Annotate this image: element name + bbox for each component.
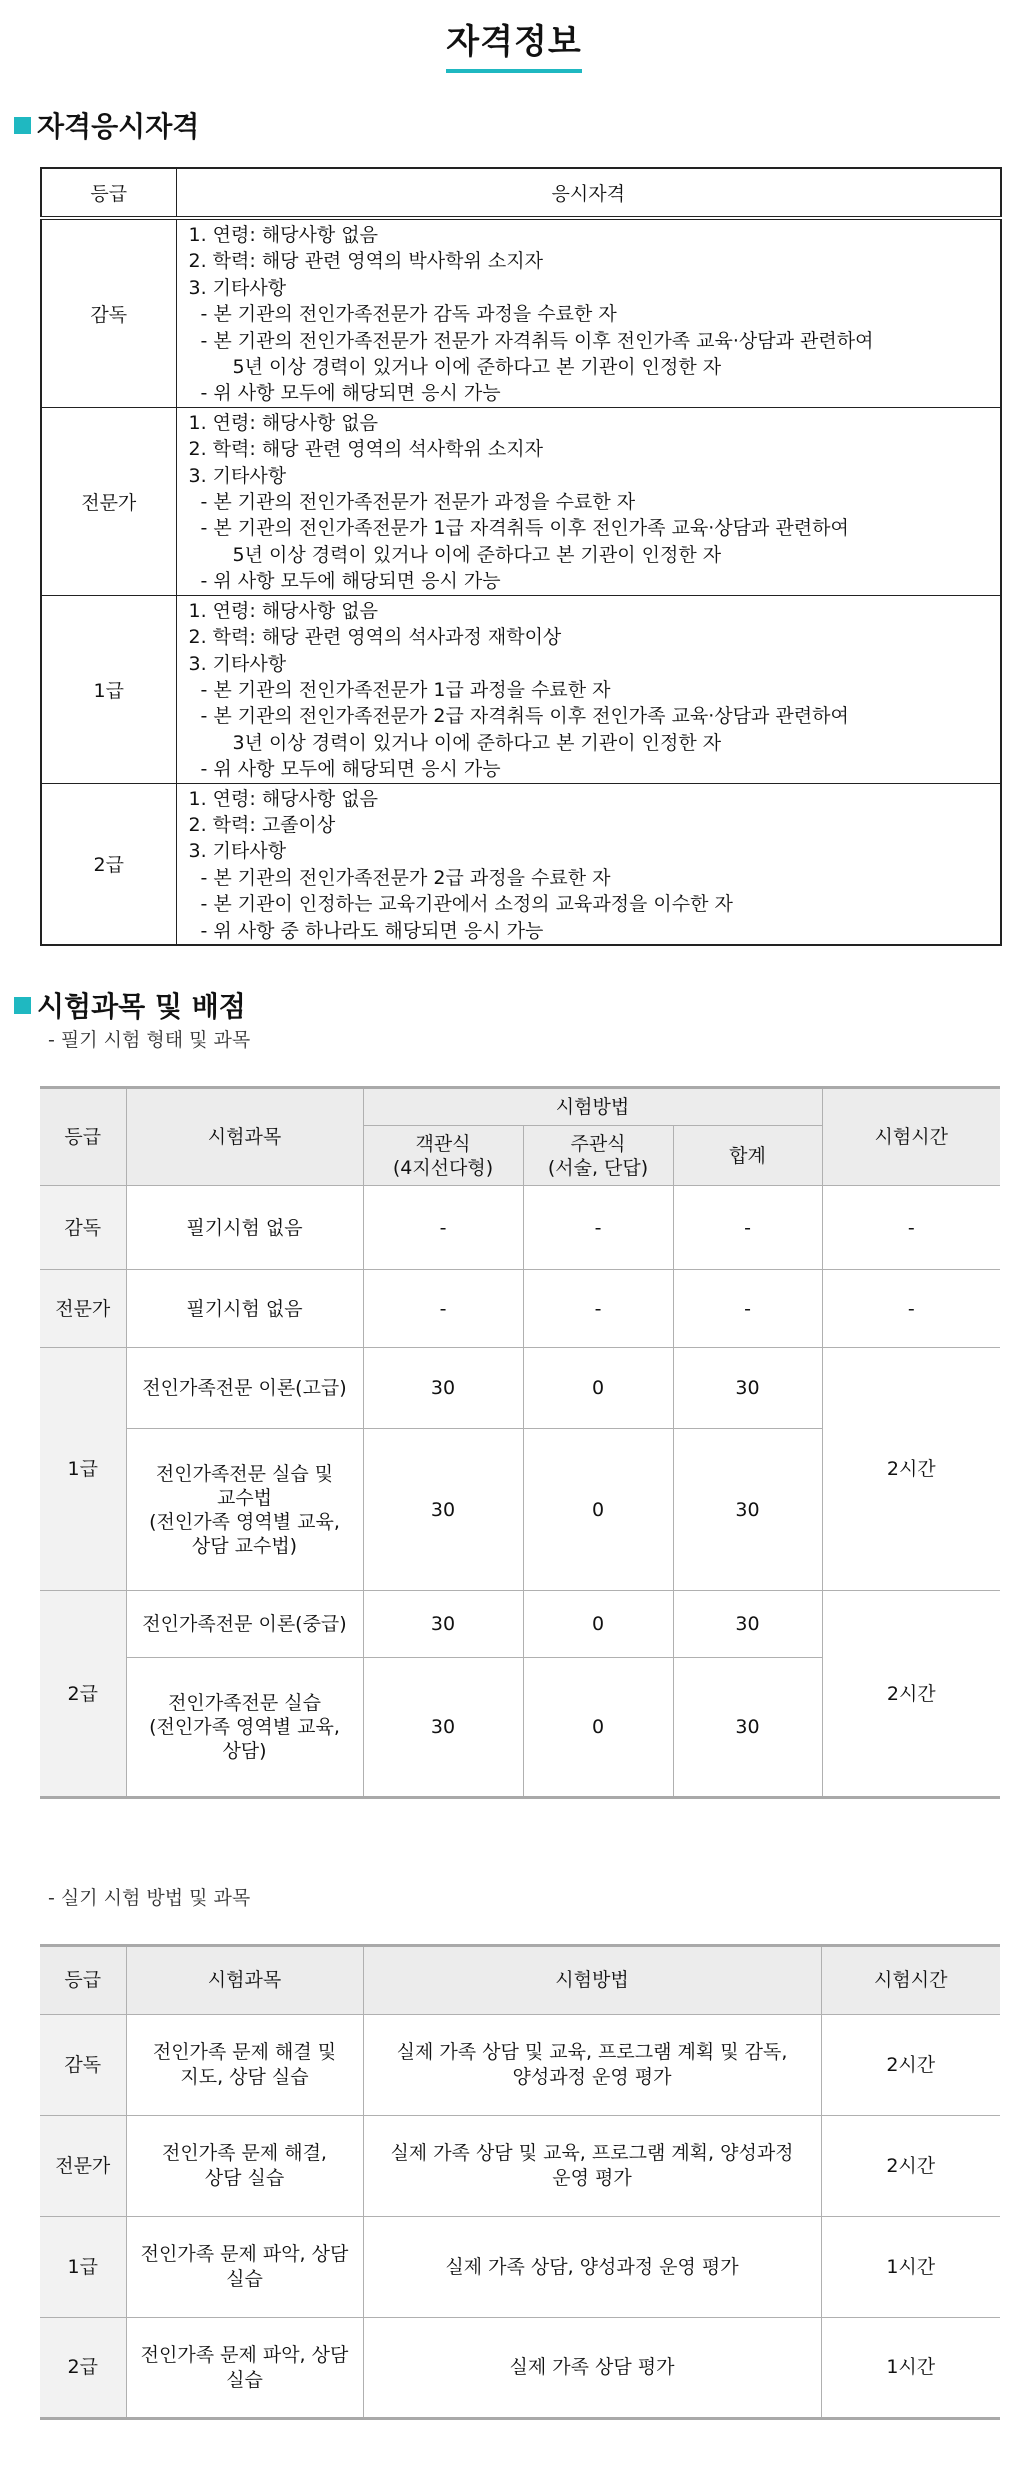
exam-heading-text: 시험과목 및 배점: [37, 990, 246, 1023]
qualification-row: [41, 595, 1001, 783]
requirement-line: - 본 기관의 전인가족전문가 2급 과정을 수료한 자: [200, 866, 611, 889]
qualification-heading-text: 자격응시자격: [37, 110, 200, 143]
header-subject: 시험과목: [126, 1088, 363, 1186]
practical-caption: - 실기 시험 방법 및 과목: [48, 1887, 251, 1909]
practical-row: [40, 2015, 1000, 2116]
qualification-body: [41, 218, 1001, 945]
requirement-line: - 위 사항 모두에 해당되면 응시 가능: [200, 758, 501, 781]
practical-method: 실제 가족 상담 및 교육, 프로그램 계획 및 감독, 양성과정 운영 평가: [363, 2015, 821, 2116]
page-title-wrap: [0, 14, 1028, 73]
qualification-table: [40, 167, 1002, 946]
written-total: 30: [673, 1348, 822, 1429]
written-total: -: [673, 1270, 822, 1348]
written-grade: 감독: [40, 1186, 126, 1270]
header-subject: 시험과목: [126, 1946, 363, 2015]
requirement-line: 5년 이상 경력이 있거나 이에 준하다고 본 기관이 인정한 자: [232, 543, 722, 566]
requirement-line: 3. 기타사항: [188, 840, 287, 863]
written-subject: 전인가족전문 이론(중급): [126, 1591, 363, 1658]
requirement-line: 3. 기타사항: [188, 276, 287, 299]
header-subjective: [523, 1126, 673, 1186]
header-objective: [363, 1126, 523, 1186]
written-grade: 전문가: [40, 1270, 126, 1348]
practical-time: 2시간: [821, 2116, 1000, 2217]
practical-row: [40, 2318, 1000, 2419]
practical-time: 1시간: [821, 2217, 1000, 2318]
practical-exam-table: [40, 1944, 1000, 2420]
practical-grade: 전문가: [40, 2116, 126, 2217]
practical-subject: 전인가족 문제 해결, 상담 실습: [126, 2116, 363, 2217]
written-grade: 2급: [40, 1591, 126, 1798]
written-objective: 30: [363, 1348, 523, 1429]
requirement-line: 1. 연령: 해당사항 없음: [188, 787, 378, 810]
requirement-line: - 본 기관의 전인가족전문가 전문가 과정을 수료한 자: [200, 491, 636, 514]
practical-method: 실제 가족 상담 평가: [363, 2318, 821, 2419]
written-objective: -: [363, 1186, 523, 1270]
written-row: [40, 1591, 1000, 1658]
qualification-row: [41, 218, 1001, 407]
written-subjective: 0: [523, 1348, 673, 1429]
requirement-line: 3년 이상 경력이 있거나 이에 준하다고 본 기관이 인정한 자: [232, 731, 722, 754]
requirement-line: - 본 기관의 전인가족전문가 1급 자격취득 이후 전인가족 교육·상담과 관련하여: [200, 517, 849, 540]
written-objective: -: [363, 1270, 523, 1348]
written-subjective: 0: [523, 1429, 673, 1591]
square-bullet-icon: [14, 117, 31, 134]
requirement-line: - 위 사항 중 하나라도 해당되면 응시 가능: [200, 919, 544, 942]
requirement-line: - 위 사항 모두에 해당되면 응시 가능: [200, 570, 501, 593]
header-method: 시험방법: [363, 1088, 822, 1126]
written-total: 30: [673, 1658, 822, 1798]
practical-time: 2시간: [821, 2015, 1000, 2116]
requirement-line: 2. 학력: 고졸이상: [188, 813, 336, 836]
written-subjective: 0: [523, 1658, 673, 1798]
practical-row: [40, 2217, 1000, 2318]
written-body: [40, 1186, 1000, 1798]
qualification-grade: 2급: [41, 783, 176, 945]
qualification-requirements: [176, 407, 1001, 595]
qualification-header-row: [41, 168, 1001, 218]
qualification-grade: 감독: [41, 218, 176, 407]
written-objective: 30: [363, 1429, 523, 1591]
practical-time: 1시간: [821, 2318, 1000, 2419]
qualification-heading: [14, 105, 199, 145]
qualification-row: [41, 407, 1001, 595]
header-objective-text: 객관식 (4지선다형): [392, 1132, 494, 1179]
practical-subject: 전인가족 문제 파악, 상담 실습: [126, 2217, 363, 2318]
requirement-line: - 본 기관의 전인가족전문가 전문가 자격취득 이후 전인가족 교육·상담과 관련하여: [200, 329, 874, 352]
header-grade: 등급: [41, 168, 176, 218]
written-total: -: [673, 1186, 822, 1270]
practical-method: 실제 가족 상담 및 교육, 프로그램 계획, 양성과정 운영 평가: [363, 2116, 821, 2217]
qualification-grade: 전문가: [41, 407, 176, 595]
requirement-line: 1. 연령: 해당사항 없음: [188, 599, 378, 622]
practical-row: [40, 2116, 1000, 2217]
written-objective: 30: [363, 1591, 523, 1658]
requirement-line: - 본 기관의 전인가족전문가 감독 과정을 수료한 자: [200, 303, 617, 326]
practical-subject: 전인가족 문제 파악, 상담 실습: [126, 2318, 363, 2419]
written-time: -: [822, 1270, 1000, 1348]
header-subjective-text: 주관식 (서술, 단답): [547, 1132, 649, 1179]
requirement-line: - 위 사항 모두에 해당되면 응시 가능: [200, 382, 501, 405]
written-subject: 필기시험 없음: [126, 1270, 363, 1348]
requirement-line: - 본 기관의 전인가족전문가 1급 과정을 수료한 자: [200, 678, 611, 701]
qualification-requirements: [176, 218, 1001, 407]
written-caption: - 필기 시험 형태 및 과목: [48, 1029, 251, 1051]
qualification-requirements: [176, 783, 1001, 945]
page-title: 자격정보: [446, 14, 581, 73]
written-subjective: -: [523, 1186, 673, 1270]
written-subject: 필기시험 없음: [126, 1186, 363, 1270]
written-objective: 30: [363, 1658, 523, 1798]
header-requirement: 응시자격: [176, 168, 1001, 218]
header-method: 시험방법: [363, 1946, 821, 2015]
requirement-line: 3. 기타사항: [188, 652, 287, 675]
written-total: 30: [673, 1429, 822, 1591]
written-row: [40, 1348, 1000, 1429]
requirement-line: 5년 이상 경력이 있거나 이에 준하다고 본 기관이 인정한 자: [232, 356, 722, 379]
written-header-row-1: [40, 1088, 1000, 1126]
requirement-line: 1. 연령: 해당사항 없음: [188, 224, 378, 246]
practical-grade: 2급: [40, 2318, 126, 2419]
written-row: [40, 1186, 1000, 1270]
written-subject: 전인가족전문 실습 (전인가족 영역별 교육, 상담): [126, 1658, 363, 1798]
written-subjective: 0: [523, 1591, 673, 1658]
qualification-row: [41, 783, 1001, 945]
written-grade: 1급: [40, 1348, 126, 1591]
practical-grade: 1급: [40, 2217, 126, 2318]
header-total: 합계: [673, 1126, 822, 1186]
written-time: 2시간: [822, 1591, 1000, 1798]
exam-heading: [14, 985, 246, 1025]
written-time: 2시간: [822, 1348, 1000, 1591]
practical-body: [40, 2015, 1000, 2419]
written-time: -: [822, 1186, 1000, 1270]
qualification-requirements: [176, 595, 1001, 783]
requirement-line: 2. 학력: 해당 관련 영역의 석사과정 재학이상: [188, 626, 562, 649]
qualification-grade: 1급: [41, 595, 176, 783]
written-exam-table: [40, 1086, 1000, 1799]
written-row: [40, 1270, 1000, 1348]
requirement-line: 2. 학력: 해당 관련 영역의 석사학위 소지자: [188, 438, 543, 461]
requirement-line: - 본 기관이 인정하는 교육기관에서 소정의 교육과정을 이수한 자: [200, 893, 733, 916]
written-subject: 전인가족전문 이론(고급): [126, 1348, 363, 1429]
requirement-line: 2. 학력: 해당 관련 영역의 박사학위 소지자: [188, 250, 543, 273]
requirement-line: - 본 기관의 전인가족전문가 2급 자격취득 이후 전인가족 교육·상담과 관련하여: [200, 705, 849, 728]
requirement-line: 1. 연령: 해당사항 없음: [188, 411, 378, 434]
written-subjective: -: [523, 1270, 673, 1348]
header-grade: 등급: [40, 1088, 126, 1186]
header-grade: 등급: [40, 1946, 126, 2015]
square-bullet-icon: [14, 997, 31, 1014]
practical-grade: 감독: [40, 2015, 126, 2116]
written-subject: 전인가족전문 실습 및 교수법 (전인가족 영역별 교육, 상담 교수법): [126, 1429, 363, 1591]
practical-subject: 전인가족 문제 해결 및 지도, 상담 실습: [126, 2015, 363, 2116]
written-total: 30: [673, 1591, 822, 1658]
header-time: 시험시간: [821, 1946, 1000, 2015]
practical-header-row: [40, 1946, 1000, 2015]
requirement-line: 3. 기타사항: [188, 464, 287, 487]
practical-method: 실제 가족 상담, 양성과정 운영 평가: [363, 2217, 821, 2318]
header-time: 시험시간: [822, 1088, 1000, 1186]
